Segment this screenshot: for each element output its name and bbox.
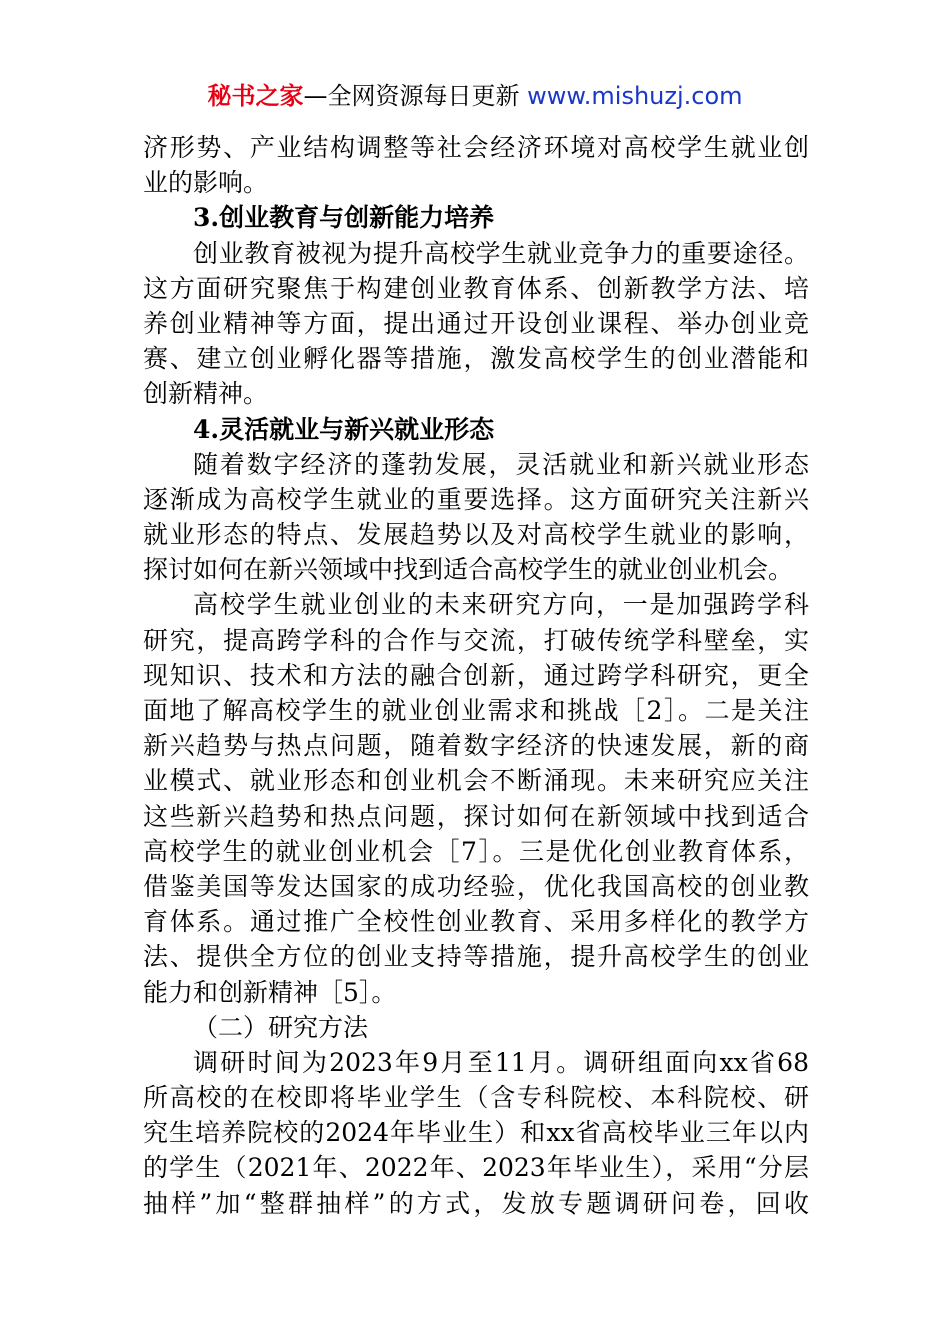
site-brand: 秘书之家: [207, 82, 304, 110]
body-line: 的学生（2021年、2022年、2023年毕业生），采用“分层: [143, 1153, 809, 1183]
body-line: 高校学生就业创业的未来研究方向，一是加强跨学科: [193, 590, 809, 620]
body-line: 高校学生的就业创业机会［7］。三是优化创业教育体系，: [143, 836, 809, 866]
body-line: 研究，提高跨学科的合作与交流，打破传统学科壁垒，实: [143, 625, 809, 655]
section-heading: 4.灵活就业与新兴就业形态: [193, 414, 495, 444]
document-body: [143, 130, 809, 1221]
body-line: 随着数字经济的蓬勃发展，灵活就业和新兴就业形态: [193, 449, 809, 479]
body-line: 现知识、技术和方法的融合创新，通过跨学科研究，更全: [143, 660, 809, 690]
body-line: 探讨如何在新兴领域中找到适合高校学生的就业创业机会。: [143, 555, 794, 585]
body-line: 所高校的在校即将毕业学生（含专科院校、本科院校、研: [143, 1083, 809, 1113]
body-line: 面地了解高校学生的就业创业需求和挑战［2］。二是关注: [143, 696, 809, 725]
subsection-heading: （二）研究方法: [193, 1012, 369, 1042]
body-line: 业的影响。: [143, 168, 269, 198]
site-url-link[interactable]: www.mishuzj.com: [527, 82, 743, 110]
body-line: 新兴趋势与热点问题，随着数字经济的快速发展，新的商: [143, 731, 809, 761]
body-line: 逐渐成为高校学生就业的重要选择。这方面研究关注新兴: [143, 484, 809, 514]
body-line: 创业教育被视为提升高校学生就业竞争力的重要途径。: [193, 238, 809, 268]
body-line: 养创业精神等方面，提出通过开设创业课程、举办创业竞: [143, 308, 809, 338]
site-header: [0, 80, 950, 112]
body-line: 借鉴美国等发达国家的成功经验，优化我国高校的创业教: [143, 871, 809, 901]
body-line: 育体系。通过推广全校性创业教育、采用多样化的教学方: [143, 907, 809, 937]
body-line: 业模式、就业形态和创业机会不断涌现。未来研究应关注: [143, 766, 809, 796]
body-line: 能力和创新精神［5］。: [143, 977, 397, 1007]
body-line: 济形势、产业结构调整等社会经济环境对高校学生就业创: [143, 133, 809, 162]
body-line: 赛、建立创业孵化器等措施，激发高校学生的创业潜能和: [143, 344, 809, 374]
body-line: 这方面研究聚焦于构建创业教育体系、创新教学方法、培: [143, 273, 809, 303]
body-line: 究生培养院校的2024年毕业生）和xx省高校毕业三年以内: [143, 1118, 809, 1148]
body-line: 法、提供全方位的创业支持等措施，提升高校学生的创业: [143, 942, 809, 972]
body-line: 就业形态的特点、发展趋势以及对高校学生就业的影响，: [143, 520, 809, 550]
body-line: 创新精神。: [143, 379, 269, 409]
site-tagline: —全网资源每日更新: [303, 82, 528, 110]
section-heading: 3.创业教育与创新能力培养: [193, 203, 495, 233]
body-line: 调研时间为2023年9月至11月。调研组面向xx省68: [193, 1047, 809, 1077]
body-line: 抽样”加“整群抽样”的方式，发放专题调研问卷，回收: [143, 1188, 809, 1218]
body-line: 这些新兴趋势和热点问题，探讨如何在新领域中找到适合: [143, 801, 809, 831]
